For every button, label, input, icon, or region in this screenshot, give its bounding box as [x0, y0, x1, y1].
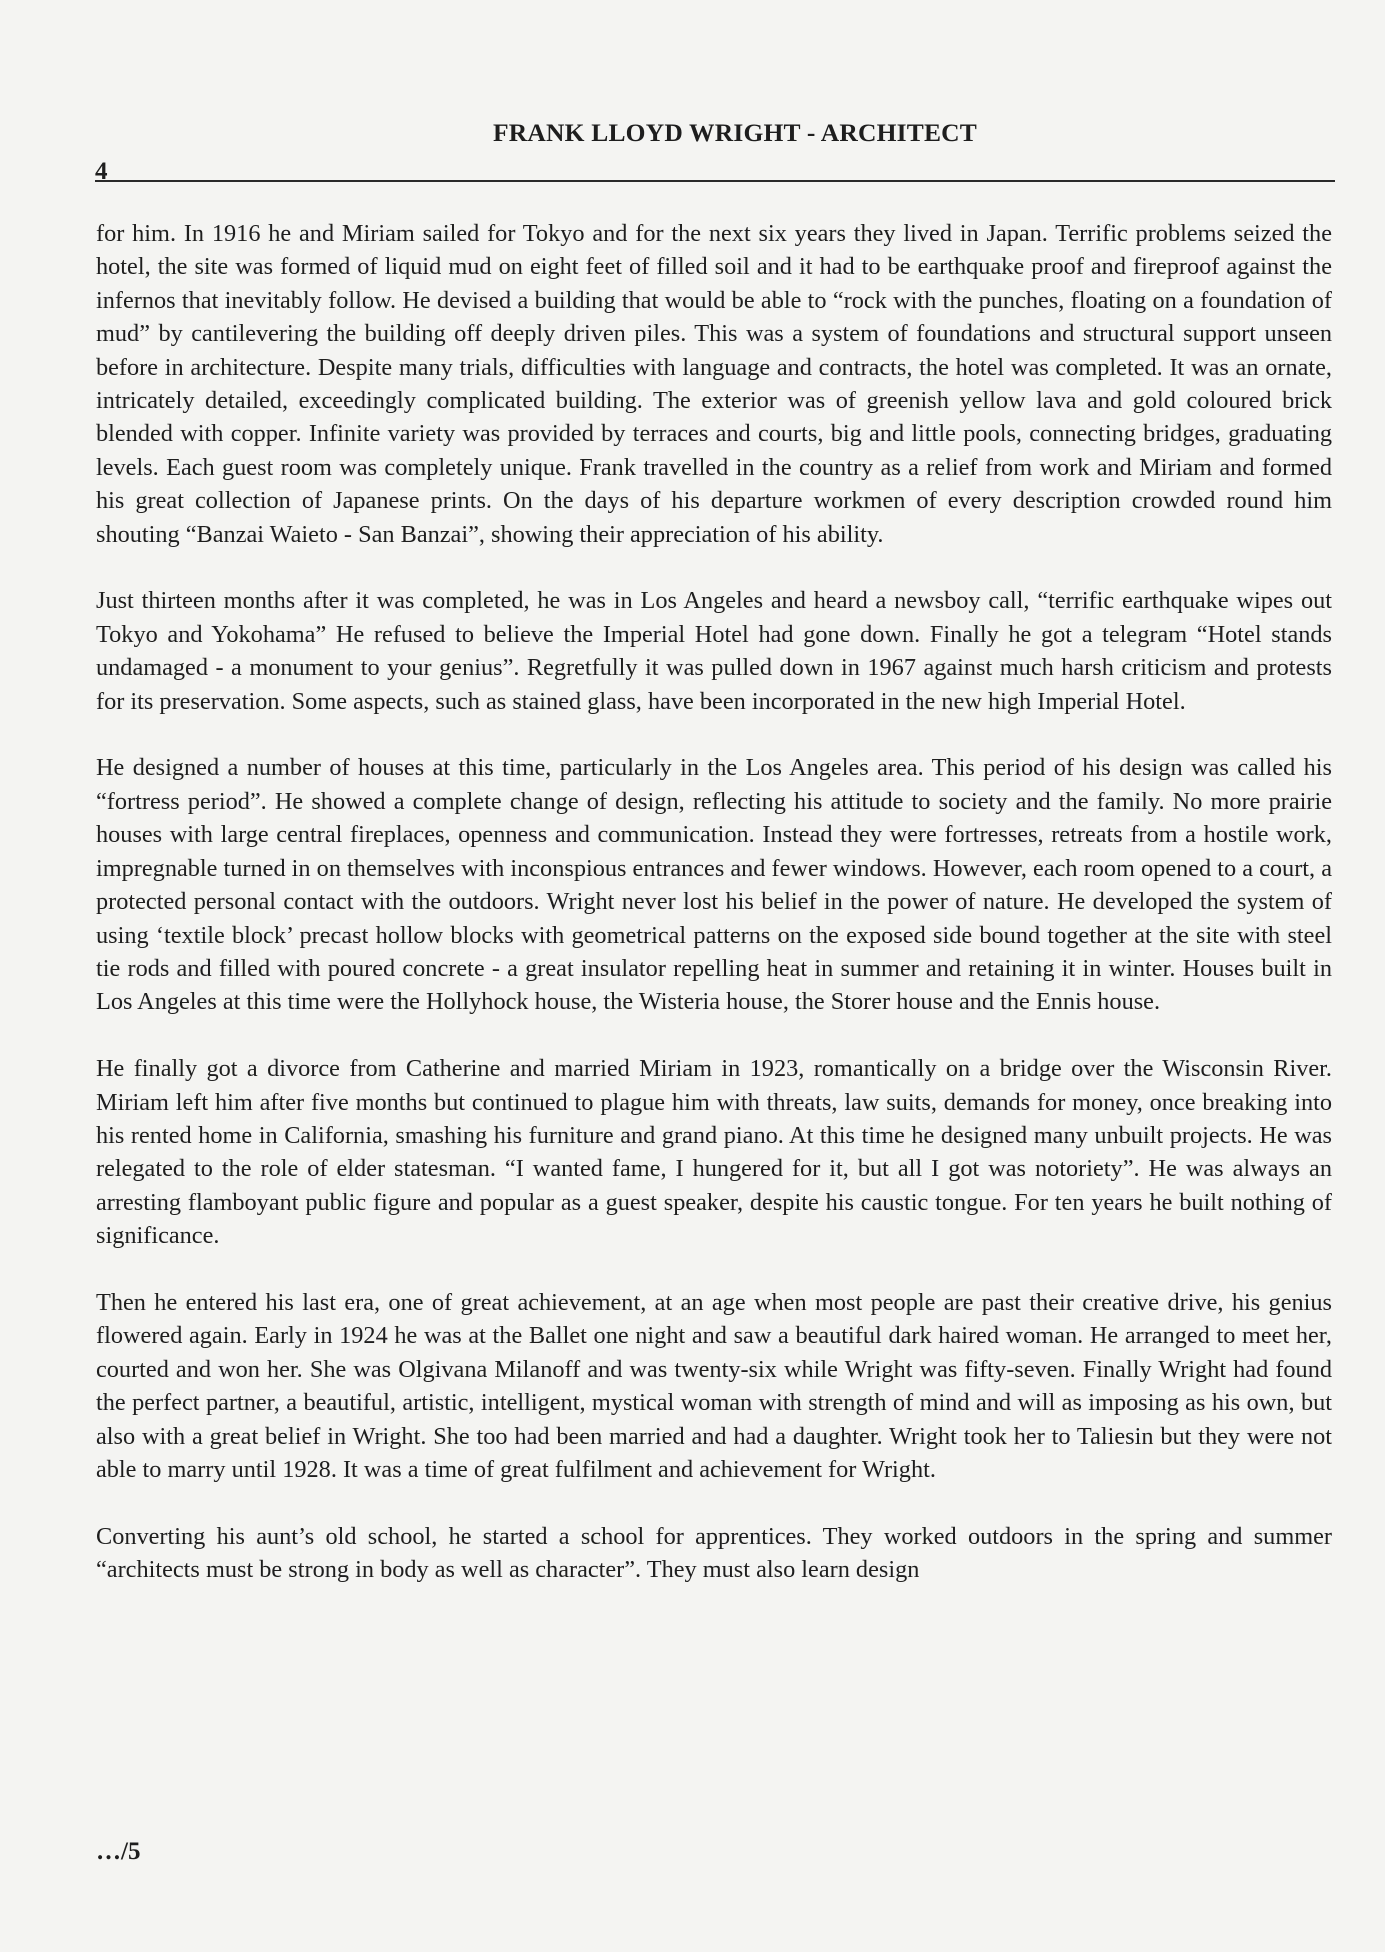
header-rule [95, 180, 1335, 182]
paragraph-earthquake: Just thirteen months after it was completed, he was in Los Angeles and heard a newsboy call, “terrific earthquake wipes out Tokyo and Yokohama” He refused to believe the Imperial Hotel had gone down. Finally he got a telegram “Hotel stands undamaged - a monument to your genius”. Regretfully it was pulled down in 1967 against much harsh criticism and protests for its preservation. Some aspects, such as stained glass, have been incorporated in the new high Imperial Hotel. [96, 587, 1332, 715]
continuation-marker: …/5 [96, 1838, 141, 1865]
paragraph-school: Converting his aunt’s old school, he started a school for apprentices. They worked outdoors in the spring and summer “architects must be strong in body as well as character”. They must also learn design [96, 1522, 1332, 1584]
body-text [96, 217, 1332, 1620]
page-header [95, 116, 1335, 186]
paragraph-last-era: Then he entered his last era, one of great achievement, at an age when most people are past their creative drive, his genius flowered again. Early in 1924 he was at the Ballet one night and saw a beautiful dark haired woman. He arranged to meet her, courted and won her. She was Olgivana Milanoff and was twenty-six while Wright was fifty-seven. Finally Wright had found the perfect partner, a beautiful, artistic, intelligent, mystical woman with strength of mind and will as imposing as his own, but also with a great belief in Wright. She too had been married and had a daughter. Wright took her to Taliesin but they were not able to marry until 1928. It was a time of great fulfilment and achievement for Wright. [96, 1288, 1332, 1483]
paragraph-divorce: He finally got a divorce from Catherine and married Miriam in 1923, romantically on a bridge over the Wisconsin River. Miriam left him after five months but continued to plague him with threats, law suits, demands for money, once breaking into his rented home in California, smashing his furniture and grand piano. At this time he designed many unbuilt projects. He was relegated to the role of elder statesman. “I wanted fame, I hungered for it, but all I got was notoriety”. He was always an arresting flamboyant public figure and popular as a guest speaker, despite his caustic tongue. For ten years he built nothing of significance. [96, 1055, 1332, 1250]
running-title: FRANK LLOYD WRIGHT - ARCHITECT [493, 118, 977, 147]
paragraph-fortress-period: He designed a number of houses at this time, particularly in the Los Angeles area. This period of his design was called his “fortress period”. He showed a complete change of design, reflecting his attitude to society and the family. No more prairie houses with large central fireplaces, openness and communication. Instead they were fortresses, retreats from a hostile work, impregnable turned in on themselves with inconspious entrances and fewer windows. However, each room opened to a court, a protected personal contact with the outdoors. Wright never lost his belief in the power of nature. He developed the system of using ‘textile block’ precast hollow blocks with geometrical patterns on the exposed side bound together at the site with steel tie rods and filled with poured concrete - a great insulator repelling heat in summer and retaining it in winter. Houses built in Los Angeles at this time were the Hollyhock house, the Wisteria house, the Storer house and the Ennis house. [96, 754, 1332, 1016]
paragraph-hotel-japan: for him. In 1916 he and Miriam sailed for Tokyo and for the next six years they lived in Japan. Terrific problems seized the hotel, the site was formed of liquid mud on eight feet of filled soil and it had to be earthquake proof and fireproof against the infernos that inevitably follow. He devised a building that would be able to “rock with the punches, floating on a foundation of mud” by cantilevering the building off deeply driven piles. This was a system of foundations and structural support unseen before in architecture. Despite many trials, difficulties with language and contracts, the hotel was completed. It was an ornate, intricately detailed, exceedingly complicated building. The exterior was of greenish yellow lava and gold coloured brick blended with copper. Infinite variety was provided by terraces and courts, big and little pools, connecting bridges, graduating levels. Each guest room was completely unique. Frank travelled in the country as a relief from work and Miriam and formed his great collection of Japanese prints. On the days of his departure workmen of every description crowded round him shouting “Banzai Waieto - San Banzai”, showing their appreciation of his ability. [96, 220, 1332, 548]
page-number: 4 [95, 158, 108, 185]
